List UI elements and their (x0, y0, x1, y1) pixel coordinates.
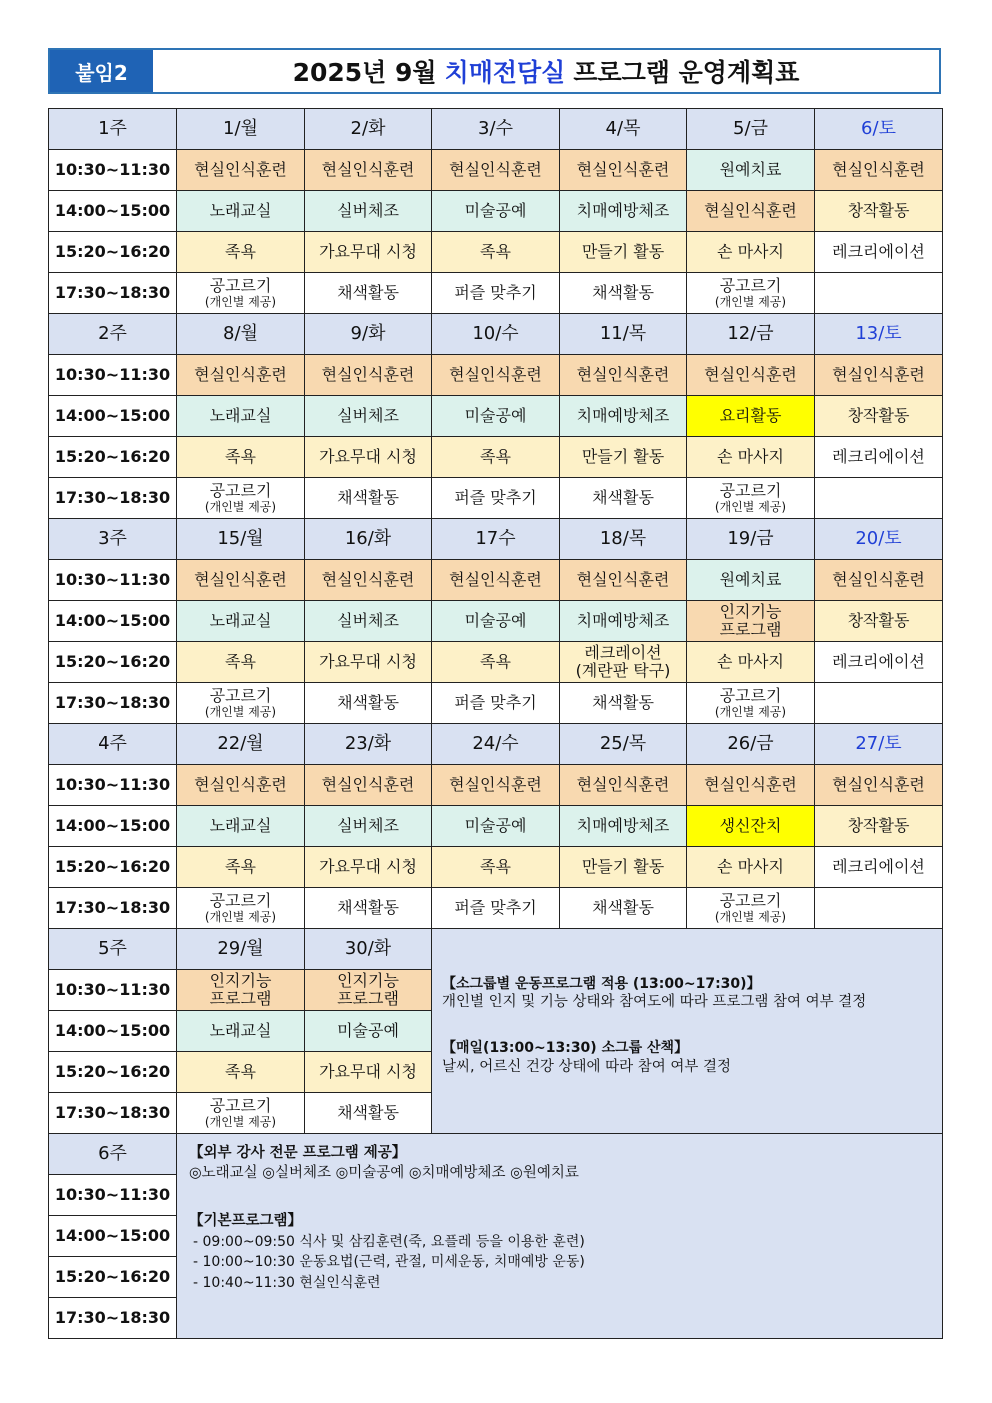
week-label: 4주 (49, 724, 177, 765)
program-cell: 창작활동 (815, 396, 943, 437)
program-cell: 채색활동 (305, 478, 432, 519)
program-cell: 족욕 (177, 232, 305, 273)
day-header: 24/수 (432, 724, 560, 765)
program-cell: 채색활동 (560, 888, 687, 929)
saturday-header: 13/토 (815, 314, 943, 355)
day-header: 3/수 (432, 109, 560, 150)
day-header: 29/월 (177, 929, 305, 970)
day-header: 8/월 (177, 314, 305, 355)
program-cell: 노래교실 (177, 601, 305, 642)
week-6-header (49, 1134, 943, 1175)
program-cell: 만들기 활동 (560, 847, 687, 888)
time-slot: 17:30~18:30 (49, 683, 177, 724)
program-cell: 현실인식훈련 (687, 765, 815, 806)
day-header: 2/화 (305, 109, 432, 150)
table-row (49, 642, 943, 683)
notes-panel (432, 929, 943, 1134)
time-slot: 17:30~18:30 (49, 478, 177, 519)
program-cell: 퍼즐 맞추기 (432, 478, 560, 519)
program-cell (687, 478, 815, 519)
program-cell: 만들기 활동 (560, 437, 687, 478)
program-subnote: (개인별 제공) (714, 909, 787, 924)
note-2-text: 날씨, 어르신 건강 상태에 따라 참여 여부 결정 (442, 1058, 731, 1075)
program-cell: 원예치료 (687, 150, 815, 191)
program-cell: 채색활동 (305, 1093, 432, 1134)
program-name: 공고르기 (209, 686, 272, 706)
program-cell: 족욕 (177, 642, 305, 683)
program-name: 인지기능 (337, 971, 399, 991)
program-cell: 창작활동 (815, 191, 943, 232)
program-cell: 노래교실 (177, 1011, 305, 1052)
table-row (49, 888, 943, 929)
program-info-panel (177, 1134, 943, 1339)
program-cell: 채색활동 (305, 683, 432, 724)
saturday-header: 27/토 (815, 724, 943, 765)
program-cell (687, 888, 815, 929)
program-cell: 퍼즐 맞추기 (432, 888, 560, 929)
program-cell: 가요무대 시청 (305, 642, 432, 683)
empty-cell (815, 888, 943, 929)
day-header: 23/화 (305, 724, 432, 765)
time-slot: 15:20~16:20 (49, 847, 177, 888)
time-slot: 17:30~18:30 (49, 273, 177, 314)
empty-cell (815, 273, 943, 314)
program-cell: 채색활동 (560, 273, 687, 314)
table-row (49, 847, 943, 888)
program-name: 인지기능 (209, 971, 272, 991)
time-slot: 14:00~15:00 (49, 1216, 177, 1257)
week-label: 5주 (49, 929, 177, 970)
week-3-header (49, 519, 943, 560)
day-header: 18/목 (560, 519, 687, 560)
program-subnote: (개인별 제공) (714, 294, 787, 309)
program-cell: 현실인식훈련 (177, 150, 305, 191)
time-slot: 15:20~16:20 (49, 642, 177, 683)
basic-program-title: 【기본프로그램】 (189, 1212, 303, 1229)
empty-cell (815, 478, 943, 519)
program-name: 인지기능 (719, 602, 782, 622)
program-cell: 현실인식훈련 (177, 765, 305, 806)
program-cell: 레크리에이션 (815, 642, 943, 683)
time-slot: 14:00~15:00 (49, 396, 177, 437)
program-cell: 가요무대 시청 (305, 1052, 432, 1093)
program-name: 공고르기 (719, 686, 782, 706)
program-cell: 창작활동 (815, 601, 943, 642)
program-name: 공고르기 (719, 276, 782, 296)
day-header: 1/월 (177, 109, 305, 150)
program-subnote: (개인별 제공) (204, 704, 277, 719)
program-cell (177, 970, 305, 1011)
day-header: 11/목 (560, 314, 687, 355)
program-cell: 현실인식훈련 (432, 150, 560, 191)
table-row (49, 683, 943, 724)
program-cell: 치매예방체조 (560, 601, 687, 642)
program-cell: 미술공예 (432, 601, 560, 642)
table-row (49, 560, 943, 601)
program-cell: 가요무대 시청 (305, 232, 432, 273)
week-label: 3주 (49, 519, 177, 560)
title-date: 2025년 9월 (292, 58, 437, 87)
program-name-line2: 프로그램 (209, 989, 272, 1008)
schedule-table (48, 108, 943, 1339)
program-subnote: (개인별 제공) (204, 909, 277, 924)
time-slot: 10:30~11:30 (49, 150, 177, 191)
time-slot: 14:00~15:00 (49, 601, 177, 642)
program-cell: 족욕 (432, 642, 560, 683)
week-5-header (49, 929, 943, 970)
program-cell: 치매예방체조 (560, 396, 687, 437)
page-title (153, 50, 939, 92)
time-slot: 15:20~16:20 (49, 232, 177, 273)
program-cell: 치매예방체조 (560, 191, 687, 232)
program-cell: 손 마사지 (687, 437, 815, 478)
program-cell: 족욕 (432, 847, 560, 888)
week-label: 2주 (49, 314, 177, 355)
program-cell: 현실인식훈련 (560, 355, 687, 396)
attachment-badge: 붙임2 (50, 50, 153, 92)
program-cell: 요리활동 (687, 396, 815, 437)
table-row (49, 437, 943, 478)
program-cell: 현실인식훈련 (560, 560, 687, 601)
program-cell: 미술공예 (305, 1011, 432, 1052)
day-header: 26/금 (687, 724, 815, 765)
program-cell: 채색활동 (305, 888, 432, 929)
program-cell: 현실인식훈련 (815, 150, 943, 191)
program-cell (177, 273, 305, 314)
program-cell: 현실인식훈련 (432, 765, 560, 806)
table-row (49, 765, 943, 806)
program-cell: 현실인식훈련 (305, 150, 432, 191)
program-cell: 현실인식훈련 (815, 765, 943, 806)
week-label: 1주 (49, 109, 177, 150)
empty-cell (815, 683, 943, 724)
program-cell (177, 683, 305, 724)
program-cell: 레크리에이션 (815, 232, 943, 273)
program-cell: 실버체조 (305, 806, 432, 847)
time-slot: 10:30~11:30 (49, 1175, 177, 1216)
program-cell: 실버체조 (305, 191, 432, 232)
program-cell: 족욕 (177, 437, 305, 478)
program-cell: 창작활동 (815, 806, 943, 847)
day-header: 5/금 (687, 109, 815, 150)
program-name: 공고르기 (209, 276, 272, 296)
program-subnote: (개인별 제공) (204, 1114, 277, 1129)
program-name: 공고르기 (209, 1096, 272, 1116)
page-header (48, 48, 941, 94)
program-cell (177, 888, 305, 929)
time-slot: 14:00~15:00 (49, 806, 177, 847)
time-slot: 14:00~15:00 (49, 191, 177, 232)
table-row (49, 355, 943, 396)
table-row (49, 232, 943, 273)
time-slot: 15:20~16:20 (49, 1257, 177, 1298)
time-slot: 14:00~15:00 (49, 1011, 177, 1052)
program-cell (687, 273, 815, 314)
title-rest: 프로그램 운영계획표 (573, 58, 800, 87)
program-cell: 현실인식훈련 (432, 355, 560, 396)
program-cell: 족욕 (432, 437, 560, 478)
program-cell: 채색활동 (560, 478, 687, 519)
week-4-header (49, 724, 943, 765)
program-cell: 손 마사지 (687, 232, 815, 273)
program-name-line2: 프로그램 (337, 989, 399, 1008)
program-cell: 현실인식훈련 (305, 765, 432, 806)
time-slot: 10:30~11:30 (49, 765, 177, 806)
program-cell: 채색활동 (305, 273, 432, 314)
program-name: 공고르기 (719, 481, 782, 501)
program-subnote: (개인별 제공) (204, 294, 277, 309)
time-slot: 10:30~11:30 (49, 970, 177, 1011)
time-slot: 15:20~16:20 (49, 1052, 177, 1093)
program-cell: 노래교실 (177, 806, 305, 847)
program-cell: 실버체조 (305, 601, 432, 642)
program-cell: 가요무대 시청 (305, 847, 432, 888)
external-program-list: ◎노래교실 ◎실버체조 ◎미술공예 ◎치매예방체조 ◎원예치료 (189, 1164, 579, 1181)
program-cell (687, 683, 815, 724)
week-2-header (49, 314, 943, 355)
program-name-line2: (계란판 탁구) (575, 661, 671, 680)
program-cell: 현실인식훈련 (687, 191, 815, 232)
program-cell: 족욕 (177, 1052, 305, 1093)
day-header: 30/화 (305, 929, 432, 970)
time-slot: 15:20~16:20 (49, 437, 177, 478)
table-row (49, 601, 943, 642)
program-cell: 족욕 (432, 232, 560, 273)
program-cell (177, 478, 305, 519)
program-cell (305, 970, 432, 1011)
program-subnote: (개인별 제공) (204, 499, 277, 514)
basic-program-item: - 10:00~10:30 운동요법(근력, 관절, 미세운동, 치매예방 운동) (193, 1254, 585, 1271)
program-cell: 채색활동 (560, 683, 687, 724)
program-cell: 레크리에이션 (815, 847, 943, 888)
day-header: 16/화 (305, 519, 432, 560)
program-cell: 노래교실 (177, 396, 305, 437)
note-2-title: 【매일(13:00~13:30) 소그룹 산책】 (442, 1040, 689, 1057)
table-row (49, 150, 943, 191)
day-header: 12/금 (687, 314, 815, 355)
time-slot: 17:30~18:30 (49, 1093, 177, 1134)
time-slot: 17:30~18:30 (49, 1298, 177, 1339)
program-name: 공고르기 (209, 891, 272, 911)
program-cell: 실버체조 (305, 396, 432, 437)
program-subnote: (개인별 제공) (714, 704, 787, 719)
program-name-line2: 프로그램 (719, 620, 782, 639)
program-cell: 퍼즐 맞추기 (432, 683, 560, 724)
day-header: 9/화 (305, 314, 432, 355)
table-row (49, 478, 943, 519)
week-label: 6주 (49, 1134, 177, 1175)
program-cell: 현실인식훈련 (560, 765, 687, 806)
program-name: 공고르기 (719, 891, 782, 911)
program-cell: 미술공예 (432, 396, 560, 437)
table-row (49, 273, 943, 314)
external-program-title: 【외부 강사 전문 프로그램 제공】 (189, 1145, 407, 1161)
day-header: 19/금 (687, 519, 815, 560)
saturday-header: 6/토 (815, 109, 943, 150)
basic-program-item: - 09:00~09:50 식사 및 삼킴훈련(죽, 요플레 등을 이용한 훈련) (193, 1233, 585, 1250)
basic-program-item: - 10:40~11:30 현실인식훈련 (193, 1274, 381, 1291)
table-row (49, 396, 943, 437)
program-cell: 현실인식훈련 (305, 355, 432, 396)
program-cell (177, 1093, 305, 1134)
program-cell: 족욕 (177, 847, 305, 888)
day-header: 4/목 (560, 109, 687, 150)
program-cell: 손 마사지 (687, 642, 815, 683)
time-slot: 10:30~11:30 (49, 560, 177, 601)
time-slot: 10:30~11:30 (49, 355, 177, 396)
saturday-header: 20/토 (815, 519, 943, 560)
day-header: 22/월 (177, 724, 305, 765)
program-cell: 만들기 활동 (560, 232, 687, 273)
program-cell: 노래교실 (177, 191, 305, 232)
note-1-text: 개인별 인지 및 기능 상태와 참여도에 따라 프로그램 참여 여부 결정 (442, 994, 867, 1011)
table-row (49, 806, 943, 847)
program-name: 공고르기 (209, 481, 272, 501)
program-cell: 퍼즐 맞추기 (432, 273, 560, 314)
program-cell: 현실인식훈련 (815, 560, 943, 601)
table-row (49, 191, 943, 232)
program-cell: 미술공예 (432, 806, 560, 847)
title-highlight: 치매전담실 (444, 58, 566, 87)
program-cell: 현실인식훈련 (432, 560, 560, 601)
program-cell (560, 642, 687, 683)
program-cell: 현실인식훈련 (177, 560, 305, 601)
program-cell: 현실인식훈련 (815, 355, 943, 396)
day-header: 17수 (432, 519, 560, 560)
day-header: 15/월 (177, 519, 305, 560)
time-slot: 17:30~18:30 (49, 888, 177, 929)
program-cell: 생신잔치 (687, 806, 815, 847)
day-header: 25/목 (560, 724, 687, 765)
day-header: 10/수 (432, 314, 560, 355)
program-cell: 현실인식훈련 (305, 560, 432, 601)
program-subnote: (개인별 제공) (714, 499, 787, 514)
program-cell: 가요무대 시청 (305, 437, 432, 478)
program-name: 레크레이션 (584, 643, 662, 663)
program-cell: 손 마사지 (687, 847, 815, 888)
program-cell: 현실인식훈련 (687, 355, 815, 396)
note-1-title: 【소그룹별 운동프로그램 적용 (13:00~17:30)】 (442, 976, 761, 992)
program-cell: 레크리에이션 (815, 437, 943, 478)
program-cell (687, 601, 815, 642)
program-cell: 현실인식훈련 (560, 150, 687, 191)
program-cell: 미술공예 (432, 191, 560, 232)
week-1-header (49, 109, 943, 150)
program-cell: 현실인식훈련 (177, 355, 305, 396)
program-cell: 치매예방체조 (560, 806, 687, 847)
program-cell: 원예치료 (687, 560, 815, 601)
